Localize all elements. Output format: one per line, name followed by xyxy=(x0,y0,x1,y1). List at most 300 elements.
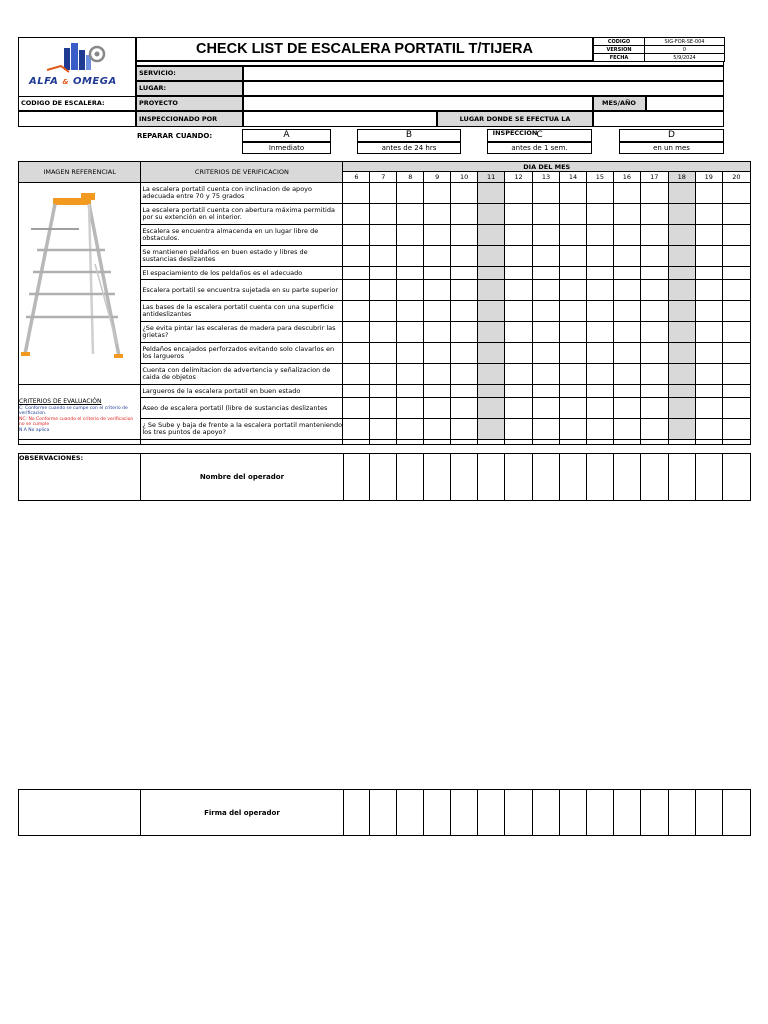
spacer-cell xyxy=(505,440,533,445)
check-cell[interactable] xyxy=(478,225,505,246)
check-cell[interactable] xyxy=(722,419,750,440)
check-cell[interactable] xyxy=(695,183,722,204)
check-cell[interactable] xyxy=(424,322,451,343)
reparar-option-a: A xyxy=(242,129,331,142)
check-cell[interactable] xyxy=(397,246,424,267)
spacer-cell xyxy=(533,440,560,445)
check-cell[interactable] xyxy=(451,419,478,440)
operator-name-cell[interactable] xyxy=(505,454,533,501)
codigo-escalera-field[interactable] xyxy=(18,111,136,127)
check-cell[interactable] xyxy=(505,385,533,398)
check-cell[interactable] xyxy=(370,419,397,440)
check-cell[interactable] xyxy=(640,280,668,301)
operator-name-cell[interactable] xyxy=(614,454,641,501)
check-cell[interactable] xyxy=(424,225,451,246)
meta-label-fecha: FECHA xyxy=(594,54,645,62)
criteria-text: El espaciamiento de los peldaños es el adecuado xyxy=(141,267,343,280)
criteria-text: La escalera portatil cuenta con abertura máxima permitida por su extención en el interior. xyxy=(141,204,343,225)
inspeccionado-label: INSPECCIONADO POR xyxy=(136,111,243,127)
meta-value-codigo: SIG-FOR-SE-004 xyxy=(645,38,725,46)
check-cell[interactable] xyxy=(695,280,722,301)
check-cell[interactable] xyxy=(695,204,722,225)
spacer-cell xyxy=(19,440,141,445)
check-cell[interactable] xyxy=(722,322,750,343)
evaluacion-legend xyxy=(19,399,135,439)
check-cell[interactable] xyxy=(722,280,750,301)
spacer-cell xyxy=(343,440,370,445)
check-cell[interactable] xyxy=(640,267,668,280)
spacer-cell xyxy=(668,440,695,445)
check-cell[interactable] xyxy=(505,343,533,364)
check-cell[interactable] xyxy=(370,364,397,385)
check-cell[interactable] xyxy=(424,183,451,204)
check-cell[interactable] xyxy=(505,225,533,246)
check-cell[interactable] xyxy=(722,364,750,385)
check-cell[interactable] xyxy=(613,398,640,419)
check-cell[interactable] xyxy=(613,385,640,398)
evaluacion-c: C: Conforme cuando se cumpe con el criterio de verificacion. xyxy=(19,405,128,416)
check-cell[interactable] xyxy=(640,385,668,398)
check-cell[interactable] xyxy=(370,225,397,246)
logo-cell xyxy=(18,37,136,97)
check-cell[interactable] xyxy=(560,343,587,364)
check-cell[interactable] xyxy=(397,280,424,301)
check-cell[interactable] xyxy=(370,385,397,398)
check-cell[interactable] xyxy=(640,322,668,343)
check-cell[interactable] xyxy=(533,267,560,280)
check-cell[interactable] xyxy=(533,183,560,204)
check-cell[interactable] xyxy=(451,301,478,322)
check-cell[interactable] xyxy=(695,267,722,280)
check-cell[interactable] xyxy=(505,267,533,280)
check-cell[interactable] xyxy=(613,204,640,225)
check-cell[interactable] xyxy=(533,419,560,440)
check-cell[interactable] xyxy=(560,419,587,440)
check-cell[interactable] xyxy=(640,301,668,322)
operator-signature-cell[interactable] xyxy=(451,790,478,836)
lugar-inspeccion-field[interactable] xyxy=(593,111,724,127)
operator-signature-cell[interactable] xyxy=(695,790,722,836)
check-cell[interactable] xyxy=(451,343,478,364)
check-cell[interactable] xyxy=(613,225,640,246)
check-cell[interactable] xyxy=(343,301,370,322)
check-cell[interactable] xyxy=(586,267,613,280)
operator-name-cell[interactable] xyxy=(695,454,722,501)
check-cell[interactable] xyxy=(560,398,587,419)
operator-signature-cell[interactable] xyxy=(370,790,397,836)
check-cell[interactable] xyxy=(586,280,613,301)
check-cell[interactable] xyxy=(668,225,695,246)
operator-name-cell[interactable] xyxy=(641,454,669,501)
check-cell[interactable] xyxy=(505,301,533,322)
day-header: 12 xyxy=(505,172,533,183)
check-cell[interactable] xyxy=(668,322,695,343)
lugar-inspeccion-label: LUGAR DONDE SE EFECTUA LA INSPECCION xyxy=(437,111,593,127)
check-cell[interactable] xyxy=(397,183,424,204)
check-cell[interactable] xyxy=(370,280,397,301)
check-cell[interactable] xyxy=(451,364,478,385)
operator-name-cell[interactable] xyxy=(397,454,424,501)
servicio-field[interactable] xyxy=(243,66,724,81)
operator-name-cell[interactable] xyxy=(722,454,750,501)
check-cell[interactable] xyxy=(640,419,668,440)
check-cell[interactable] xyxy=(478,204,505,225)
spacer-cell xyxy=(613,440,640,445)
check-cell[interactable] xyxy=(397,419,424,440)
check-cell[interactable] xyxy=(586,343,613,364)
check-cell[interactable] xyxy=(424,419,451,440)
observaciones-table xyxy=(18,453,751,501)
check-cell[interactable] xyxy=(451,322,478,343)
check-cell[interactable] xyxy=(370,301,397,322)
check-cell[interactable] xyxy=(560,183,587,204)
operator-signature-cell[interactable] xyxy=(669,790,696,836)
spacer-cell xyxy=(722,440,750,445)
check-cell[interactable] xyxy=(451,204,478,225)
check-cell[interactable] xyxy=(478,322,505,343)
check-cell[interactable] xyxy=(505,183,533,204)
reparar-desc-b: antes de 24 hrs xyxy=(357,142,461,154)
check-cell[interactable] xyxy=(424,385,451,398)
company-logo-icon xyxy=(19,38,135,96)
check-cell[interactable] xyxy=(478,280,505,301)
col-header-image: IMAGEN REFERENCIAL xyxy=(19,162,141,183)
operator-name-cell[interactable] xyxy=(478,454,505,501)
check-cell[interactable] xyxy=(397,301,424,322)
check-cell[interactable] xyxy=(343,225,370,246)
check-cell[interactable] xyxy=(668,183,695,204)
check-cell[interactable] xyxy=(586,322,613,343)
check-cell[interactable] xyxy=(560,322,587,343)
check-cell[interactable] xyxy=(424,398,451,419)
criteria-text: Las bases de la escalera portatil cuenta con una superficie antideslizantes xyxy=(141,301,343,322)
check-cell[interactable] xyxy=(668,364,695,385)
operator-name-cell[interactable] xyxy=(533,454,560,501)
check-cell[interactable] xyxy=(722,301,750,322)
spacer-cell xyxy=(640,440,668,445)
check-cell[interactable] xyxy=(533,280,560,301)
check-cell[interactable] xyxy=(586,398,613,419)
check-cell[interactable] xyxy=(668,204,695,225)
check-cell[interactable] xyxy=(613,246,640,267)
operator-signature-cell[interactable] xyxy=(560,790,587,836)
check-cell[interactable] xyxy=(451,225,478,246)
day-header: 20 xyxy=(722,172,750,183)
check-cell[interactable] xyxy=(613,301,640,322)
check-cell[interactable] xyxy=(722,204,750,225)
spacer-cell xyxy=(560,440,587,445)
operator-name-cell[interactable] xyxy=(669,454,696,501)
check-cell[interactable] xyxy=(478,419,505,440)
check-cell[interactable] xyxy=(478,385,505,398)
check-cell[interactable] xyxy=(478,343,505,364)
check-cell[interactable] xyxy=(722,225,750,246)
codigo-escalera-label: CODIGO DE ESCALERA: xyxy=(18,96,136,111)
operator-name-cell[interactable] xyxy=(370,454,397,501)
check-cell[interactable] xyxy=(478,183,505,204)
check-cell[interactable] xyxy=(640,204,668,225)
check-cell[interactable] xyxy=(640,398,668,419)
operator-signature-cell[interactable] xyxy=(343,790,370,836)
check-cell[interactable] xyxy=(695,301,722,322)
check-cell[interactable] xyxy=(560,385,587,398)
firma-operador-label: Firma del operador xyxy=(141,790,343,836)
check-cell[interactable] xyxy=(451,280,478,301)
check-cell[interactable] xyxy=(695,322,722,343)
check-cell[interactable] xyxy=(640,343,668,364)
check-cell[interactable] xyxy=(533,343,560,364)
check-cell[interactable] xyxy=(505,280,533,301)
check-cell[interactable] xyxy=(397,364,424,385)
check-cell[interactable] xyxy=(668,419,695,440)
check-cell[interactable] xyxy=(640,183,668,204)
meta-label-version: VERSION xyxy=(594,46,645,54)
check-cell[interactable] xyxy=(370,204,397,225)
check-cell[interactable] xyxy=(695,385,722,398)
spacer-cell xyxy=(424,440,451,445)
check-cell[interactable] xyxy=(613,267,640,280)
check-cell[interactable] xyxy=(397,385,424,398)
check-cell[interactable] xyxy=(722,267,750,280)
check-cell[interactable] xyxy=(613,183,640,204)
spacer-cell xyxy=(397,440,424,445)
reparar-option-d: D xyxy=(619,129,724,142)
operator-signature-cell[interactable] xyxy=(641,790,669,836)
criteria-text: Peldaños encajados perforzados evitando solo clavarlos en los largueros xyxy=(141,343,343,364)
criteria-text: Escalera portatil se encuentra sujetada en su parte superior xyxy=(141,280,343,301)
check-cell[interactable] xyxy=(343,364,370,385)
check-cell[interactable] xyxy=(695,225,722,246)
ladder-icon xyxy=(19,184,135,393)
check-cell[interactable] xyxy=(343,398,370,419)
check-cell[interactable] xyxy=(668,246,695,267)
meta-value-fecha: 5/9/2024 xyxy=(645,54,725,62)
check-cell[interactable] xyxy=(668,280,695,301)
check-cell[interactable] xyxy=(478,267,505,280)
check-cell[interactable] xyxy=(370,246,397,267)
check-cell[interactable] xyxy=(343,246,370,267)
operator-signature-cell[interactable] xyxy=(722,790,750,836)
check-cell[interactable] xyxy=(451,267,478,280)
check-cell[interactable] xyxy=(424,280,451,301)
check-cell[interactable] xyxy=(343,419,370,440)
check-cell[interactable] xyxy=(397,343,424,364)
check-cell[interactable] xyxy=(586,419,613,440)
check-cell[interactable] xyxy=(695,419,722,440)
evaluacion-title: CRITERIOS DE EVALUACIÓN xyxy=(19,398,102,405)
check-cell[interactable] xyxy=(560,204,587,225)
day-header: 18 xyxy=(668,172,695,183)
check-cell[interactable] xyxy=(505,322,533,343)
col-header-days: DIA DEL MES xyxy=(343,162,751,172)
check-cell[interactable] xyxy=(695,343,722,364)
operator-signature-cell[interactable] xyxy=(614,790,641,836)
day-header: 15 xyxy=(586,172,613,183)
check-cell[interactable] xyxy=(722,385,750,398)
meta-value-version: 0 xyxy=(645,46,725,54)
check-cell[interactable] xyxy=(424,343,451,364)
check-cell[interactable] xyxy=(343,204,370,225)
criteria-text: Se mantienen peldaños en buen estado y libres de sustancias deslizantes xyxy=(141,246,343,267)
check-cell[interactable] xyxy=(613,343,640,364)
check-cell[interactable] xyxy=(613,280,640,301)
check-cell[interactable] xyxy=(640,364,668,385)
col-header-criteria: CRITERIOS DE VERIFICACION xyxy=(141,162,343,183)
check-cell[interactable] xyxy=(533,225,560,246)
check-cell[interactable] xyxy=(560,225,587,246)
operator-signature-cell[interactable] xyxy=(505,790,533,836)
check-cell[interactable] xyxy=(640,225,668,246)
meta-label-codigo: CODIGO xyxy=(594,38,645,46)
reparar-label: REPARAR CUANDO: xyxy=(137,132,213,140)
nombre-operador-label: Nombre del operador xyxy=(141,454,343,501)
reparar-desc-a: Inmediato xyxy=(242,142,331,154)
check-cell[interactable] xyxy=(586,183,613,204)
check-cell[interactable] xyxy=(370,343,397,364)
check-cell[interactable] xyxy=(343,280,370,301)
mes-anio-field[interactable] xyxy=(646,96,724,111)
check-cell[interactable] xyxy=(613,364,640,385)
operator-name-cell[interactable] xyxy=(451,454,478,501)
check-cell[interactable] xyxy=(560,280,587,301)
check-cell[interactable] xyxy=(505,246,533,267)
check-cell[interactable] xyxy=(397,225,424,246)
check-cell[interactable] xyxy=(668,385,695,398)
day-header: 8 xyxy=(397,172,424,183)
mes-anio-label: MES/AÑO xyxy=(593,96,646,111)
check-cell[interactable] xyxy=(668,343,695,364)
check-cell[interactable] xyxy=(668,267,695,280)
check-cell[interactable] xyxy=(370,267,397,280)
check-cell[interactable] xyxy=(505,204,533,225)
check-cell[interactable] xyxy=(695,364,722,385)
operator-signature-cell[interactable] xyxy=(397,790,424,836)
check-cell[interactable] xyxy=(397,322,424,343)
check-cell[interactable] xyxy=(533,398,560,419)
check-cell[interactable] xyxy=(424,246,451,267)
check-cell[interactable] xyxy=(586,204,613,225)
check-cell[interactable] xyxy=(451,398,478,419)
check-cell[interactable] xyxy=(722,183,750,204)
check-cell[interactable] xyxy=(451,246,478,267)
check-cell[interactable] xyxy=(370,183,397,204)
day-header: 19 xyxy=(695,172,722,183)
check-cell[interactable] xyxy=(533,364,560,385)
check-cell[interactable] xyxy=(586,364,613,385)
check-cell[interactable] xyxy=(613,419,640,440)
check-cell[interactable] xyxy=(533,301,560,322)
criteria-text: ¿Se evita pintar las escaleras de madera para descubrir las grietas? xyxy=(141,322,343,343)
check-cell[interactable] xyxy=(397,398,424,419)
operator-name-cell[interactable] xyxy=(424,454,451,501)
check-cell[interactable] xyxy=(505,364,533,385)
check-cell[interactable] xyxy=(424,204,451,225)
check-cell[interactable] xyxy=(343,343,370,364)
check-cell[interactable] xyxy=(343,322,370,343)
document-meta xyxy=(593,37,724,61)
check-cell[interactable] xyxy=(343,183,370,204)
logo-ampersand: & xyxy=(62,78,69,86)
check-cell[interactable] xyxy=(424,301,451,322)
proyecto-field[interactable] xyxy=(243,96,593,111)
reparar-option-c: C xyxy=(487,129,592,142)
check-cell[interactable] xyxy=(668,398,695,419)
check-cell[interactable] xyxy=(424,364,451,385)
check-cell[interactable] xyxy=(533,385,560,398)
check-cell[interactable] xyxy=(478,246,505,267)
criteria-text: Aseo de escalera portatil (libre de sustancias deslizantes xyxy=(141,398,343,419)
firma-table xyxy=(18,789,751,836)
day-header: 13 xyxy=(533,172,560,183)
check-cell[interactable] xyxy=(533,204,560,225)
check-cell[interactable] xyxy=(722,398,750,419)
criteria-text: Largueros de la escalera portatil en buen estado xyxy=(141,385,343,398)
check-cell[interactable] xyxy=(370,322,397,343)
check-cell[interactable] xyxy=(397,204,424,225)
check-cell[interactable] xyxy=(370,398,397,419)
check-cell[interactable] xyxy=(695,398,722,419)
check-cell[interactable] xyxy=(560,246,587,267)
criteria-text: La escalera portatil cuenta con inclinacion de apoyo adecuada entre 70 y 75 grados xyxy=(141,183,343,204)
check-cell[interactable] xyxy=(343,267,370,280)
check-cell[interactable] xyxy=(478,398,505,419)
check-cell[interactable] xyxy=(560,267,587,280)
check-cell[interactable] xyxy=(586,225,613,246)
operator-signature-cell[interactable] xyxy=(587,790,614,836)
check-cell[interactable] xyxy=(722,343,750,364)
check-cell[interactable] xyxy=(424,267,451,280)
check-cell[interactable] xyxy=(478,364,505,385)
check-cell[interactable] xyxy=(397,267,424,280)
operator-name-cell[interactable] xyxy=(560,454,587,501)
operator-signature-cell[interactable] xyxy=(533,790,560,836)
reparar-desc-c: antes de 1 sem. xyxy=(487,142,592,154)
firma-left-cell xyxy=(19,790,141,836)
spacer-cell xyxy=(478,440,505,445)
check-cell[interactable] xyxy=(586,385,613,398)
lugar-field[interactable] xyxy=(243,81,724,96)
check-cell[interactable] xyxy=(533,322,560,343)
spacer-cell xyxy=(141,440,343,445)
check-cell[interactable] xyxy=(613,322,640,343)
check-cell[interactable] xyxy=(533,246,560,267)
check-cell[interactable] xyxy=(640,246,668,267)
check-cell[interactable] xyxy=(505,398,533,419)
check-cell[interactable] xyxy=(343,385,370,398)
operator-name-cell[interactable] xyxy=(343,454,370,501)
check-cell[interactable] xyxy=(451,385,478,398)
lugar-label: LUGAR: xyxy=(136,81,243,96)
check-cell[interactable] xyxy=(586,246,613,267)
servicio-label: SERVICIO: xyxy=(136,66,243,81)
inspeccionado-field[interactable] xyxy=(243,111,437,127)
check-cell[interactable] xyxy=(695,246,722,267)
operator-signature-cell[interactable] xyxy=(478,790,505,836)
check-cell[interactable] xyxy=(478,301,505,322)
day-header: 16 xyxy=(613,172,640,183)
operator-signature-cell[interactable] xyxy=(424,790,451,836)
check-cell[interactable] xyxy=(722,246,750,267)
check-cell[interactable] xyxy=(451,183,478,204)
check-cell[interactable] xyxy=(668,301,695,322)
day-header: 6 xyxy=(343,172,370,183)
check-cell[interactable] xyxy=(560,301,587,322)
check-cell[interactable] xyxy=(560,364,587,385)
check-cell[interactable] xyxy=(586,301,613,322)
operator-name-cell[interactable] xyxy=(587,454,614,501)
day-header: 14 xyxy=(560,172,587,183)
check-cell[interactable] xyxy=(505,419,533,440)
